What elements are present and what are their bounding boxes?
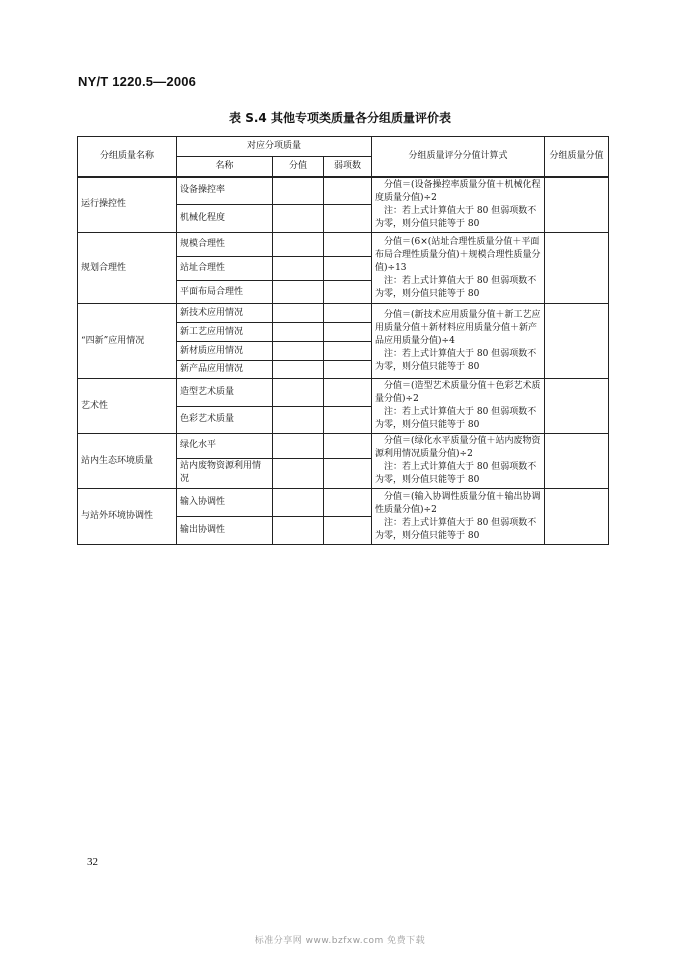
- group-name-cell: 规划合理性: [78, 233, 177, 304]
- table-row: [78, 233, 609, 257]
- table-row: [78, 177, 609, 205]
- sub-item-name-cell: 新工艺应用情况: [177, 323, 273, 342]
- sub-item-name-cell: 输入协调性: [177, 489, 273, 517]
- sub-item-name-cell: 设备操控率: [177, 177, 273, 205]
- weak-count-cell: [324, 458, 372, 488]
- table-row: [78, 379, 609, 407]
- formula-note: 注：若上式计算值大于 80 但弱项数不为零，则分值只能等于 80: [375, 348, 537, 372]
- table-row: [78, 434, 609, 459]
- sub-item-name-cell: 输出协调性: [177, 517, 273, 545]
- table-title: 表 S.4 其他专项类质量各分组质量评价表: [229, 111, 451, 125]
- header-group-score: 分组质量分值: [545, 137, 609, 177]
- weak-count-cell: [324, 177, 372, 205]
- formula-text: 分值＝(输入协调性质量分值＋输出协调性质量分值)÷2: [375, 491, 541, 515]
- group-name-cell: 与站外环境协调性: [78, 489, 177, 545]
- group-score-cell: [545, 434, 609, 489]
- sub-score-cell: [273, 323, 324, 342]
- weak-count-cell: [324, 379, 372, 407]
- sub-score-cell: [273, 304, 324, 323]
- sub-item-name-cell: 造型艺术质量: [177, 379, 273, 407]
- standard-code: NY/T 1220.5—2006: [78, 74, 197, 89]
- formula-text: 分值＝(造型艺术质量分值＋色彩艺术质量分值)÷2: [375, 381, 541, 404]
- group-name-cell: 艺术性: [78, 379, 177, 434]
- formula-cell: [372, 177, 545, 233]
- formula-text: 分值＝(新技术应用质量分值＋新工艺应用质量分值＋新材料应用质量分值＋新产品应用质量分值)÷4: [375, 309, 541, 346]
- sub-score-cell: [273, 205, 324, 233]
- formula-note: 注：若上式计算值大于 80 但弱项数不为零，则分值只能等于 80: [375, 275, 537, 299]
- sub-item-name-cell: 机械化程度: [177, 205, 273, 233]
- sub-score-cell: [273, 233, 324, 257]
- sub-item-name-cell: 站址合理性: [177, 257, 273, 281]
- sub-score-cell: [273, 517, 324, 545]
- weak-count-cell: [324, 257, 372, 281]
- formula-text: 分值＝(设备操控率质量分值＋机械化程度质量分值)÷2: [375, 179, 541, 203]
- formula-note: 注：若上式计算值大于 80 但弱项数不为零，则分值只能等于 80: [375, 462, 537, 485]
- group-score-cell: [545, 304, 609, 379]
- group-score-cell: [545, 177, 609, 233]
- formula-note: 注：若上式计算值大于 80 但弱项数不为零，则分值只能等于 80: [375, 517, 537, 541]
- group-score-cell: [545, 379, 609, 434]
- sub-score-cell: [273, 281, 324, 304]
- weak-count-cell: [324, 489, 372, 517]
- weak-count-cell: [324, 434, 372, 459]
- sub-item-name-cell: 新材质应用情况: [177, 342, 273, 361]
- header-sub-name: 名称: [177, 157, 273, 177]
- group-score-cell: [545, 233, 609, 304]
- sub-item-name-cell: 新产品应用情况: [177, 361, 273, 379]
- formula-note: 注：若上式计算值大于 80 但弱项数不为零，则分值只能等于 80: [375, 407, 537, 430]
- header-score: 分值: [273, 157, 324, 177]
- weak-count-cell: [324, 406, 372, 434]
- weak-count-cell: [324, 323, 372, 342]
- formula-cell: [372, 304, 545, 379]
- formula-cell: [372, 233, 545, 304]
- formula-text: 分值＝(绿化水平质量分值＋站内废物资源利用情况质量分值)÷2: [375, 436, 541, 459]
- formula-cell: [372, 489, 545, 545]
- header-group-name: 分组质量名称: [78, 137, 177, 177]
- weak-count-cell: [324, 205, 372, 233]
- formula-cell: [372, 434, 545, 489]
- sub-score-cell: [273, 379, 324, 407]
- formula-cell: [372, 379, 545, 434]
- sub-item-name-cell: 规模合理性: [177, 233, 273, 257]
- formula-note: 注：若上式计算值大于 80 但弱项数不为零，则分值只能等于 80: [375, 205, 537, 229]
- watermark: 标准分享网 www.bzfxw.com 免费下载: [254, 936, 426, 946]
- group-name-cell: “四新”应用情况: [78, 304, 177, 379]
- sub-score-cell: [273, 361, 324, 379]
- sub-item-name-cell: 色彩艺术质量: [177, 406, 273, 434]
- table-row: [78, 304, 609, 323]
- group-name-cell: 运行操控性: [78, 177, 177, 233]
- sub-score-cell: [273, 342, 324, 361]
- sub-item-name-cell: 站内废物资源利用情况: [177, 458, 273, 488]
- sub-score-cell: [273, 489, 324, 517]
- weak-count-cell: [324, 233, 372, 257]
- table-body: [78, 177, 609, 545]
- weak-count-cell: [324, 517, 372, 545]
- page-number: 32: [87, 856, 98, 868]
- evaluation-table: [77, 136, 609, 545]
- sub-score-cell: [273, 406, 324, 434]
- sub-score-cell: [273, 177, 324, 205]
- group-name-cell: 站内生态环境质量: [78, 434, 177, 489]
- weak-count-cell: [324, 361, 372, 379]
- sub-item-name-cell: 新技术应用情况: [177, 304, 273, 323]
- sub-item-name-cell: 绿化水平: [177, 434, 273, 459]
- weak-count-cell: [324, 342, 372, 361]
- header-sub-quality: 对应分项质量: [177, 137, 372, 157]
- weak-count-cell: [324, 304, 372, 323]
- header-formula: 分组质量评分分值计算式: [372, 137, 545, 177]
- header-weak-count: 弱项数: [324, 157, 372, 177]
- sub-score-cell: [273, 434, 324, 459]
- sub-item-name-cell: 平面布局合理性: [177, 281, 273, 304]
- sub-score-cell: [273, 257, 324, 281]
- formula-text: 分值＝(6×(站址合理性质量分值＋平面布局合理性质量分值)＋规模合理性质量分值)÷13: [375, 236, 541, 273]
- table-row: [78, 489, 609, 517]
- sub-score-cell: [273, 458, 324, 488]
- weak-count-cell: [324, 281, 372, 304]
- group-score-cell: [545, 489, 609, 545]
